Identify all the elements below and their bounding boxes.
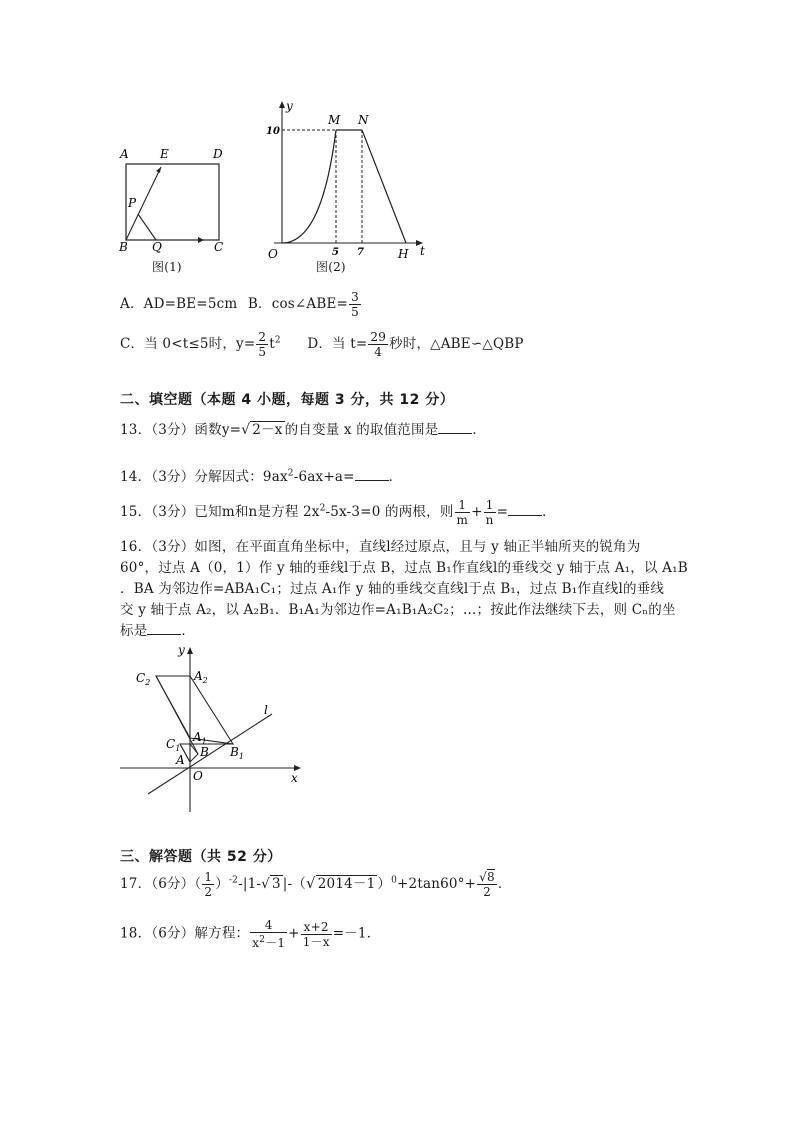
segment-nh — [362, 130, 406, 243]
label-h: H — [398, 247, 409, 261]
question-13: 13．（3分）函数y=√ 2－x 的自变量 x 的取值范围是 ． — [120, 422, 487, 438]
question-18: 18．（6分）解方程： $\frac{4}{x^2-1}$ + $\frac{x+2}{1-x}$ =－1． — [120, 918, 381, 950]
option-c-text: C．当 0<t≤5时，y= — [120, 336, 256, 352]
answer-blank-13[interactable] — [438, 421, 472, 434]
label-e: E — [160, 147, 169, 161]
arrow-bc-head — [198, 237, 204, 243]
answer-blank-14[interactable] — [355, 468, 389, 481]
label-x: x — [291, 771, 298, 785]
label-5: 5 — [332, 247, 339, 258]
label-l: l — [264, 703, 268, 717]
label-d: D — [213, 147, 223, 161]
label-b: B — [119, 240, 128, 254]
label-a: A — [176, 753, 185, 767]
label-a2: $A_2$ — [194, 669, 208, 685]
y-axis-arrow — [187, 647, 193, 654]
rectangle-abcd — [126, 164, 219, 240]
figure-2-graph — [258, 98, 438, 266]
label-y: y — [178, 643, 185, 657]
segment-c2-b1 — [156, 676, 198, 754]
label-t: t — [420, 244, 425, 258]
label-7: 7 — [357, 247, 364, 258]
label-c: C — [214, 240, 224, 254]
question-17: 17．（6分）（ $\frac{1}{2}$ ）$^{-2}$-|1-√ 3 |-（√ 2014－1 ）$^0$+2tan60°+ $\frac{√8}{2}$ ． — [120, 870, 512, 899]
options-row-ab — [120, 290, 362, 319]
y-axis-arrow — [279, 101, 285, 108]
label-o: O — [268, 247, 278, 261]
question-16: 16．（3分）如图，在平面直角坐标中，直线l经过原点，且与 y 轴正半轴所夹的锐角为 60°，过点 A（0，1）作 y 轴的垂线l于点 B，过点 B₁作直线l的垂线交 y 轴于点 A₁，以 A₁B ．BA 为邻边作=ABA₁C₁；过点 A₁作 y 轴的垂线交直线l于点 B₁，过点 B₁作直线l的垂线 交 y 轴于点 A₂，以 A₂B₁．B₁A₁为邻边作=A₁B₁A₂C₂；…；按此作法继续下去，则 Cₙ的坐 标是 ． — [120, 539, 688, 639]
figure-2-caption: 图(2) — [316, 260, 346, 274]
figure-1-caption: 图(1) — [152, 260, 182, 274]
label-10: 10 — [266, 126, 280, 137]
answer-blank-16[interactable] — [147, 622, 181, 635]
label-b1: $B_1$ — [230, 745, 244, 761]
question-15: 15．（3分）已知m和n是方程 $2x^2-5x-3=0$ 的两根，则 $\frac{1}{m}$ + $\frac{1}{n}$ = ． — [120, 498, 556, 527]
label-a: A — [120, 147, 129, 161]
option-d-fraction: $\frac{29}{4}$ — [370, 330, 387, 359]
line-l — [148, 714, 272, 794]
option-a: A．AD=BE=5cm — [120, 296, 238, 312]
label-p: P — [128, 196, 137, 210]
label-n: N — [358, 113, 369, 127]
label-c2: $C_2$ — [136, 671, 151, 687]
answer-blank-15[interactable] — [508, 503, 542, 516]
options-row-cd: C．当 0<t≤5时，y= $\frac{2}{5}$ $t^2$ D．当 t= $\frac{29}{4}$ 秒时，△ABE∽△QBP — [120, 330, 524, 359]
label-y: y — [286, 99, 293, 113]
curve-om — [282, 130, 336, 243]
label-b: B — [200, 745, 209, 759]
option-d-text: D．当 t= — [307, 336, 368, 352]
label-c1: $C_1$ — [166, 737, 181, 753]
segment-pq — [138, 214, 156, 240]
option-b-fraction: $\frac{3}{5}$ — [351, 290, 359, 319]
section-2-heading: 二、填空题（本题 4 小题，每题 3 分，共 12 分） — [120, 392, 455, 408]
label-o: O — [193, 769, 203, 783]
section-3-heading: 三、解答题（共 52 分） — [120, 849, 282, 865]
figure-3-construction — [118, 642, 308, 817]
arrow-on-be — [156, 167, 161, 173]
question-14: 14．（3分）分解因式：$9ax^2-6ax+a=$ ． — [120, 468, 403, 485]
label-a1: $A_1$ — [193, 730, 207, 746]
label-m: M — [328, 113, 341, 127]
option-c-fraction: $\frac{2}{5}$ — [258, 330, 267, 359]
label-q: Q — [152, 240, 162, 254]
option-b-text: B．cos∠ABE= — [247, 296, 349, 312]
